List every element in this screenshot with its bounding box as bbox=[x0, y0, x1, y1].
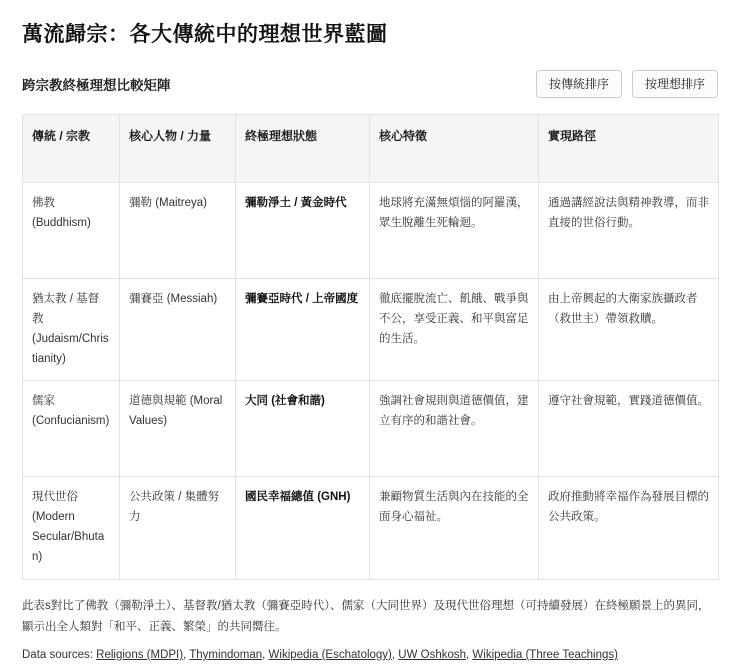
sort-by-tradition-button[interactable]: 按傳統排序 bbox=[536, 70, 622, 98]
source-link-uw-oshkosh[interactable]: UW Oshkosh bbox=[398, 649, 467, 662]
data-sources-label: Data sources: bbox=[22, 649, 93, 662]
table-row bbox=[23, 183, 719, 279]
cell-ideal-state: 大同 (社會和諧) bbox=[236, 381, 370, 477]
source-separator: , bbox=[466, 649, 473, 662]
cell-core-features: 徹底擺脫流亡、飢餓、戰爭與不公，享受正義、和平與富足的生活。 bbox=[370, 279, 539, 381]
table-row bbox=[23, 477, 719, 579]
column-header-figure[interactable]: 核心人物 / 力量 bbox=[120, 115, 236, 183]
source-link-religions-mdpi[interactable]: Religions (MDPI) bbox=[96, 649, 184, 662]
table-header bbox=[23, 115, 719, 183]
cell-tradition: 現代世俗 (Modern Secular/Bhutan) bbox=[23, 477, 120, 579]
column-header-core-features[interactable]: 核心特徵 bbox=[370, 115, 539, 183]
source-link-thymindoman[interactable]: Thymindoman bbox=[189, 649, 263, 662]
cell-figure: 彌賽亞 (Messiah) bbox=[120, 279, 236, 381]
source-separator: , bbox=[183, 649, 190, 662]
subhead-row bbox=[22, 70, 718, 98]
table-header-row bbox=[23, 115, 719, 183]
cell-figure: 彌勒 (Maitreya) bbox=[120, 183, 236, 279]
data-sources bbox=[22, 649, 718, 661]
page-title: 萬流歸宗：各大傳統中的理想世界藍圖 bbox=[22, 23, 388, 46]
section-subtitle: 跨宗教終極理想比較矩陣 bbox=[22, 78, 171, 94]
cell-core-features: 地球將充滿無煩惱的阿羅漢，眾生脫離生死輪迴。 bbox=[370, 183, 539, 279]
cell-figure: 道德與規範 (Moral Values) bbox=[120, 381, 236, 477]
comparison-matrix-table bbox=[22, 114, 719, 579]
table-row bbox=[23, 279, 719, 381]
table-body bbox=[23, 183, 719, 579]
cell-tradition: 猶太教 / 基督教 (Judaism/Christianity) bbox=[23, 279, 120, 381]
column-header-tradition[interactable]: 傳統 / 宗教 bbox=[23, 115, 120, 183]
table-row bbox=[23, 381, 719, 477]
source-link-wikipedia-eschatology[interactable]: Wikipedia (Eschatology) bbox=[268, 649, 392, 662]
sort-button-group bbox=[536, 70, 718, 98]
cell-path: 通過講經說法與精神教導，而非直接的世俗行動。 bbox=[539, 183, 719, 279]
source-link-wikipedia-three-teachings[interactable]: Wikipedia (Three Teachings) bbox=[472, 649, 618, 662]
sort-by-ideal-button[interactable]: 按理想排序 bbox=[632, 70, 718, 98]
cell-path: 政府推動將幸福作為發展目標的公共政策。 bbox=[539, 477, 719, 579]
cell-tradition: 佛教 (Buddhism) bbox=[23, 183, 120, 279]
cell-tradition: 儒家 (Confucianism) bbox=[23, 381, 120, 477]
cell-ideal-state: 彌勒淨土 / 黃金時代 bbox=[236, 183, 370, 279]
cell-ideal-state: 國民幸福總值 (GNH) bbox=[236, 477, 370, 579]
cell-ideal-state: 彌賽亞時代 / 上帝國度 bbox=[236, 279, 370, 381]
cell-path: 由上帝興起的大衛家族攝政者（救世主）帶領救贖。 bbox=[539, 279, 719, 381]
cell-core-features: 兼顧物質生活與內在技能的全面身心福祉。 bbox=[370, 477, 539, 579]
source-separator: , bbox=[262, 649, 269, 662]
source-separator: , bbox=[391, 649, 399, 662]
summary-note: 此表ѕ對比了佛教（彌勒淨土）、基督教/猶太教（彌賽亞時代）、儒家（大同世界）及現代世俗理想（可持續發展）在終極願景上的異同，顯示出全人類對「和平、正義、繁榮」的共同嚮往。 bbox=[22, 599, 710, 633]
column-header-path[interactable]: 實現路徑 bbox=[539, 115, 719, 183]
cell-core-features: 強調社會規則與道德價值，建立有序的和諧社會。 bbox=[370, 381, 539, 477]
cell-figure: 公共政策 / 集體努力 bbox=[120, 477, 236, 579]
column-header-ideal-state[interactable]: 終極理想狀態 bbox=[236, 115, 370, 183]
cell-path: 遵守社會規範，實踐道德價值。 bbox=[539, 381, 719, 477]
